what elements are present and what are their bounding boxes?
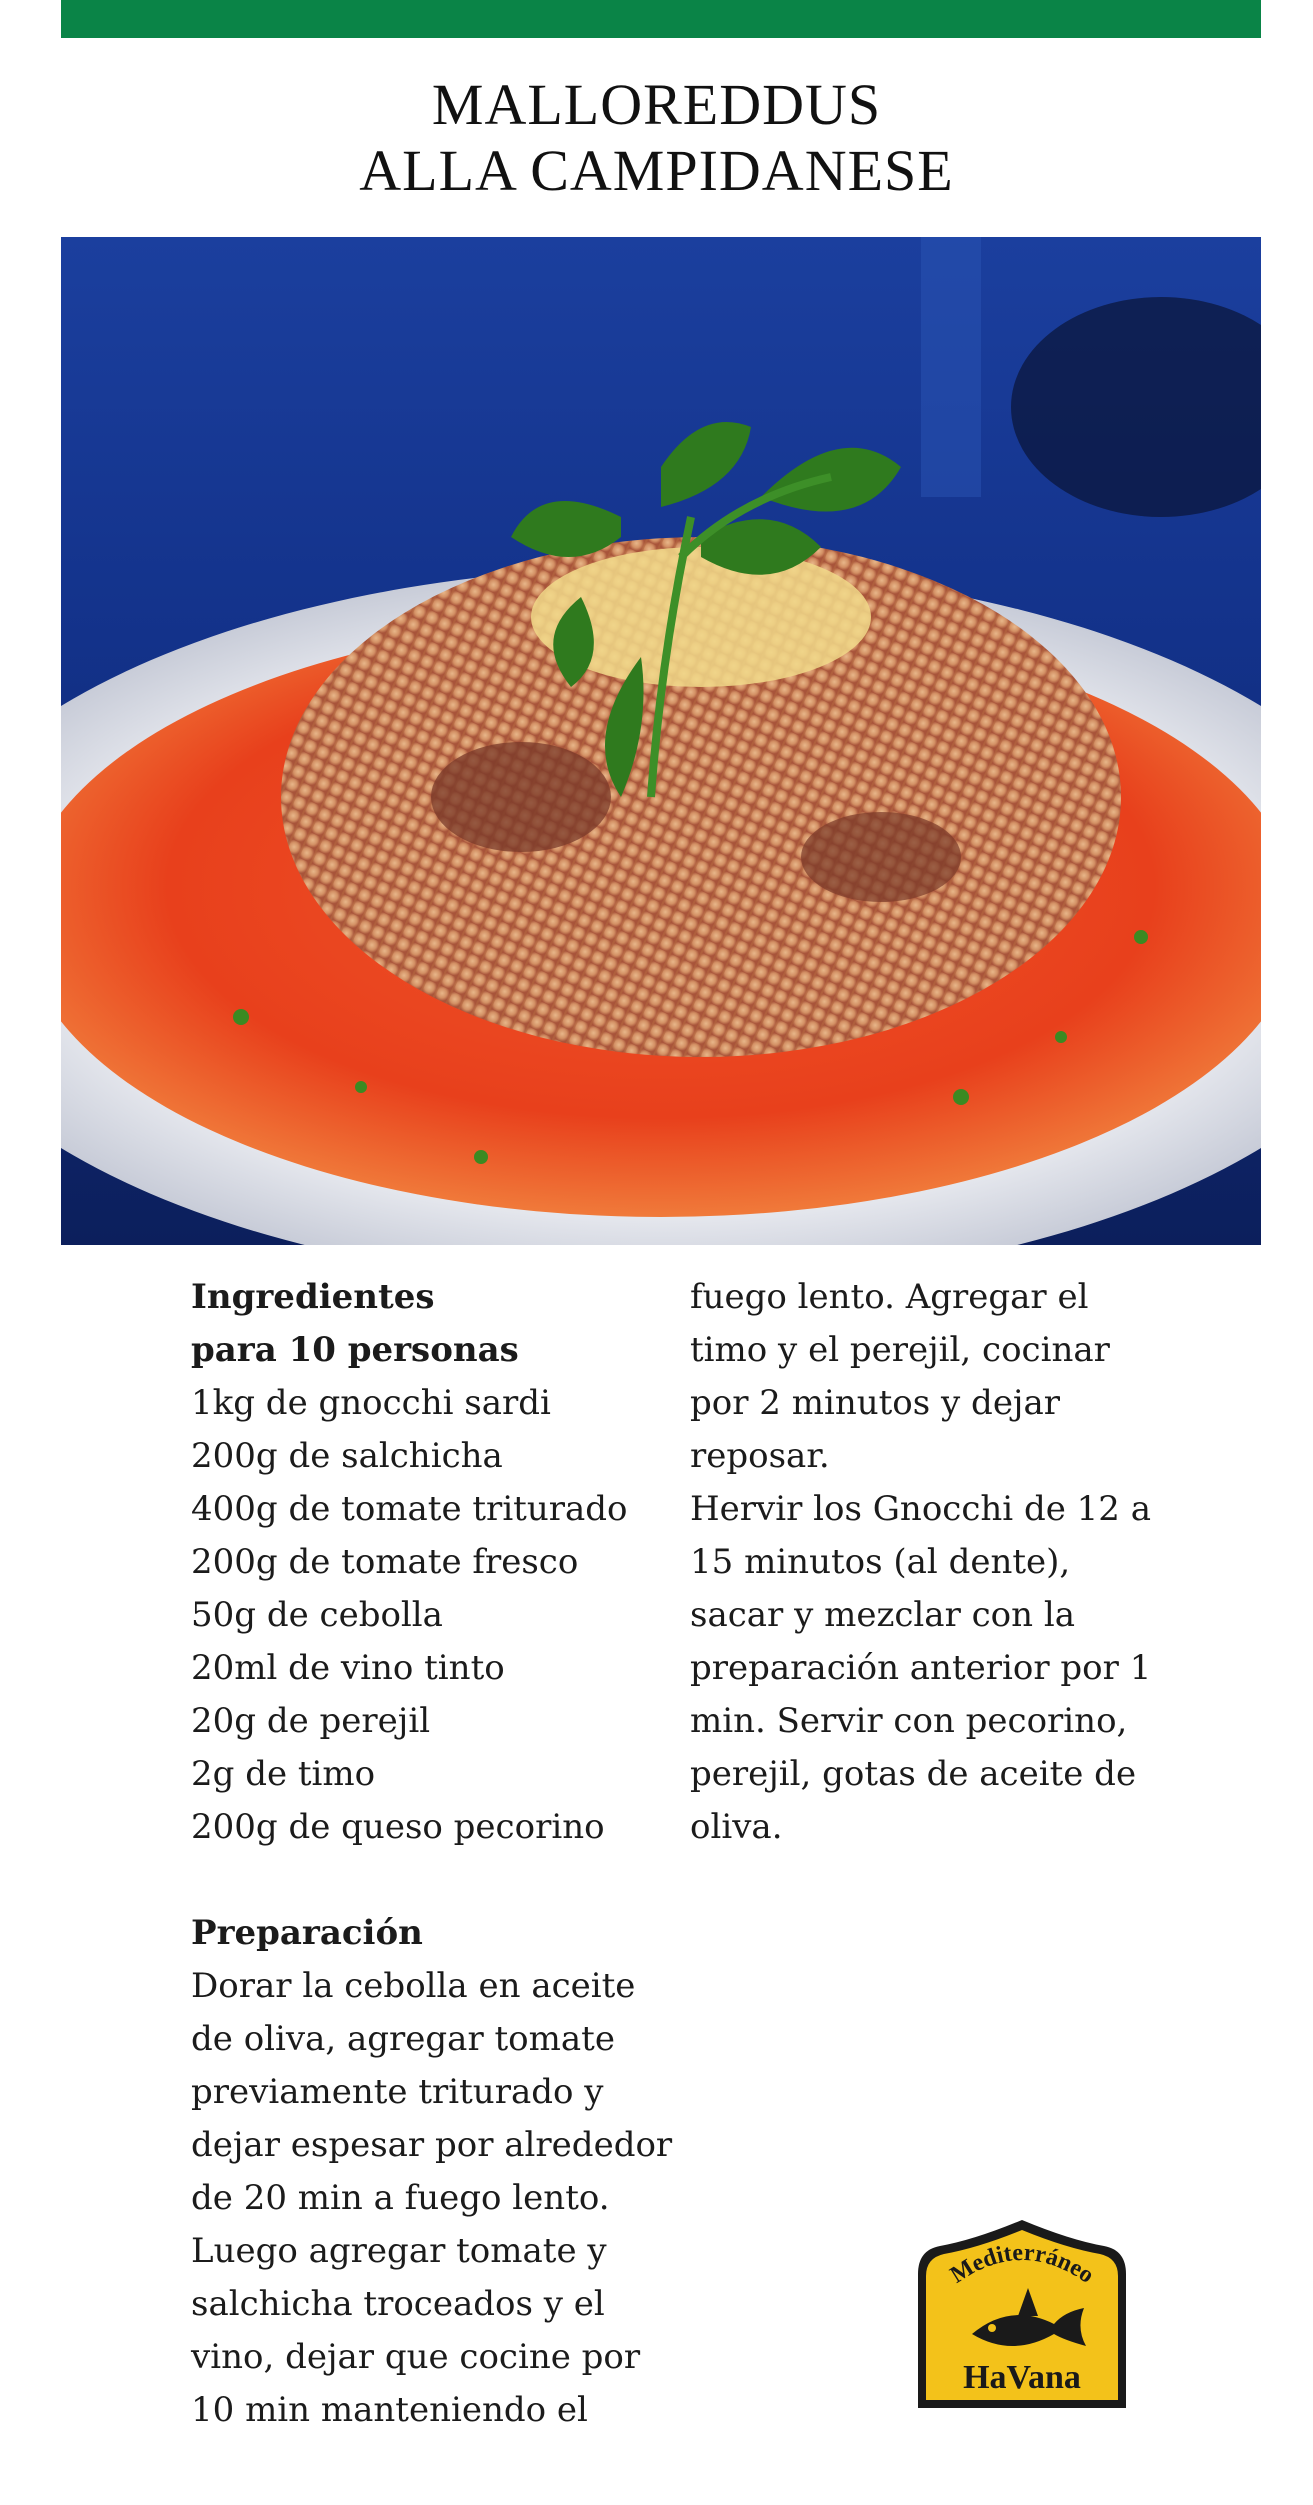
ingredient-item: 50g de cebolla [191, 1595, 443, 1635]
preparation-line: 10 min manteniendo el [191, 2390, 588, 2430]
preparation-line: reposar. [690, 1436, 830, 1476]
preparation-heading: Preparación [191, 1913, 423, 1953]
preparation-line: dejar espesar por alrededor [191, 2125, 673, 2165]
preparation-line: preparación anterior por 1 [690, 1648, 1152, 1688]
servings-text: para 10 personas [191, 1330, 519, 1370]
preparation-line: timo y el perejil, cocinar [690, 1330, 1110, 1370]
ingredient-item: 2g de timo [191, 1754, 376, 1794]
preparation-line: min. Servir con pecorino, [690, 1701, 1128, 1741]
top-accent-bar [61, 0, 1261, 38]
preparation-line: fuego lento. Agregar el [690, 1277, 1089, 1317]
ingredient-item: 200g de queso pecorino [191, 1807, 605, 1847]
title-line-2: ALLA CAMPIDANESE [359, 138, 954, 203]
preparation-line: previamente triturado y [191, 2072, 604, 2112]
ingredient-item: 20g de perejil [191, 1701, 431, 1741]
preparation-line: Hervir los Gnocchi de 12 a [690, 1489, 1151, 1529]
left-column [191, 1271, 671, 2437]
preparation-line: salchicha troceados y el [191, 2284, 605, 2324]
preparation-line: de 20 min a fuego lento. [191, 2178, 610, 2218]
ingredient-item: 400g de tomate triturado [191, 1489, 628, 1529]
havana-logo [914, 2216, 1130, 2412]
logo-top-text: Mediterráneo [945, 2239, 1099, 2289]
ingredient-item: 200g de tomate fresco [191, 1542, 579, 1582]
preparation-line: oliva. [690, 1807, 783, 1847]
ingredient-item: 200g de salchicha [191, 1436, 503, 1476]
preparation-line: perejil, gotas de aceite de [690, 1754, 1137, 1794]
ingredients-heading: Ingredientes [191, 1277, 435, 1317]
preparation-line: vino, dejar que cocine por [191, 2337, 641, 2377]
preparation-line: Luego agregar tomate y [191, 2231, 607, 2271]
preparation-line: Dorar la cebolla en aceite [191, 1966, 636, 2006]
preparation-line: por 2 minutos y dejar [690, 1383, 1060, 1423]
recipe-title [0, 72, 1313, 204]
dish-photo [61, 237, 1261, 1245]
preparation-line: sacar y mezclar con la [690, 1595, 1075, 1635]
right-column [690, 1271, 1210, 1854]
ingredient-item: 20ml de vino tinto [191, 1648, 505, 1688]
ingredient-item: 1kg de gnocchi sardi [191, 1383, 551, 1423]
title-line-1: MALLOREDDUS [431, 72, 882, 137]
preparation-line: de oliva, agregar tomate [191, 2019, 615, 2059]
logo-bottom-text: HaVana [963, 2359, 1081, 2396]
preparation-line: 15 minutos (al dente), [690, 1542, 1071, 1582]
